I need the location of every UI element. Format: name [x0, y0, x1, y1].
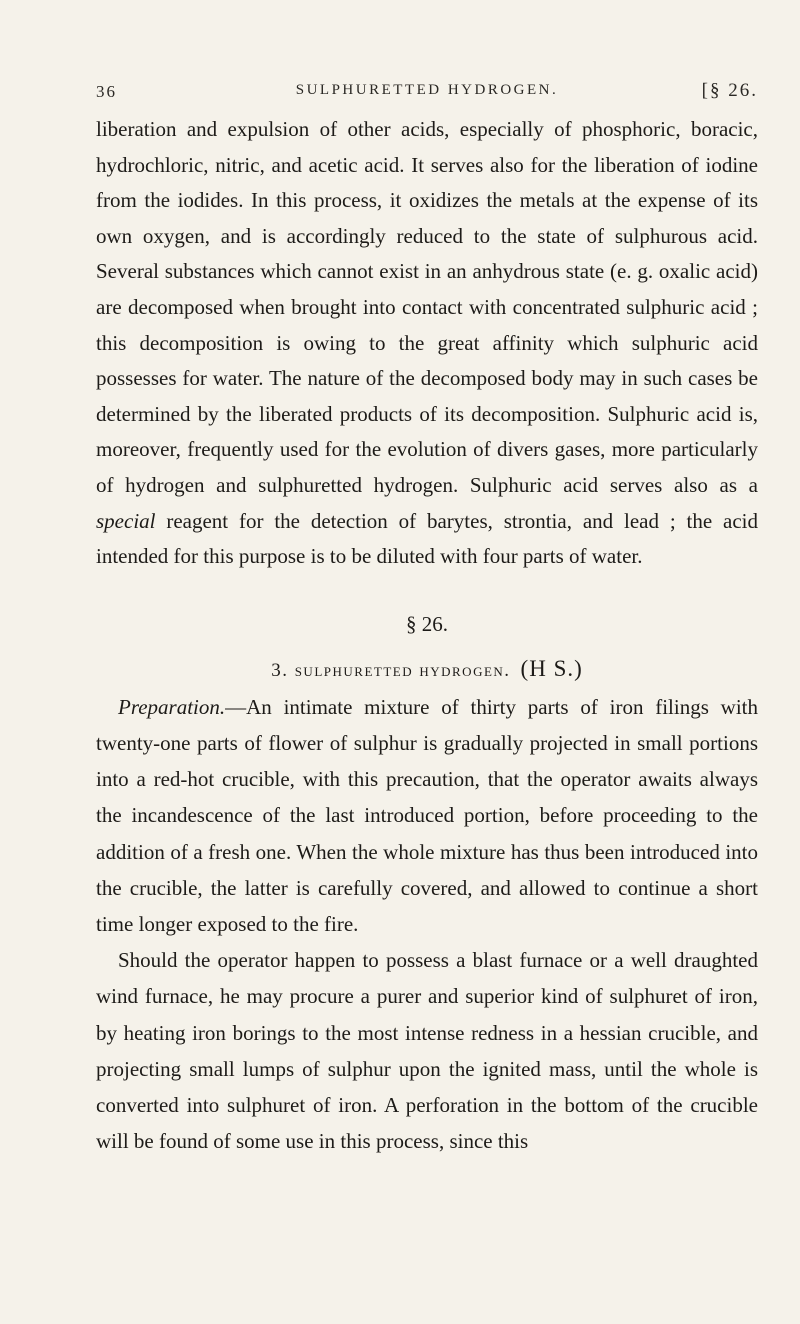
paragraph-text: Should the operator happen to possess a blast furnace or a well draughted wind furnace, he may procure a purer and superior kind of sulphuret of iron, by heating iron borings to the most intense redness in a hessian crucible, and projecting small lumps of sulphur upon the ignited mass, until the whole is converted into sulphuret of iron. A perforation in the bottom of the crucible will be found of some use in this process, since this [96, 948, 758, 1154]
section-title: 3. sulphuretted hydrogen. [271, 659, 511, 681]
running-title: SULPHURETTED HYDROGEN. [295, 82, 559, 98]
book-page [96, 82, 758, 1159]
paragraph-blast-furnace [96, 942, 758, 1159]
paragraph-preparation [96, 689, 758, 942]
section-reference: [§ 26. [701, 80, 758, 101]
chemical-formula: (H S.) [520, 655, 583, 681]
paragraph-continued [96, 112, 758, 575]
running-head [96, 82, 758, 112]
section-body [96, 689, 758, 1160]
page-number: 36 [96, 82, 117, 101]
section-number: § 26. [406, 611, 448, 636]
paragraph-label: Preparation. [118, 694, 226, 719]
paragraph-text: —An intimate mixture of thirty parts of iron filings with twenty-one parts of flower of sulphur is gradually projected in small portions into a red-hot crucible, with this precaution, that the operator awaits always the incandescence of the last introduced portion, before proceeding to the addition of a fresh one. When the whole mixture has thus been introduced into the crucible, the latter is carefully covered, and allowed to continue a short time longer exposed to the fire. [96, 694, 758, 936]
emphasis-text: special [96, 508, 156, 533]
section-heading [96, 649, 758, 689]
paragraph-text: liberation and expulsion of other acids, especially of phosphoric, boracic, hydrochloric, nitric, and acetic acid. It serves also for the liberation of iodine from the iodides. In this process, it oxidizes the metals at the expense of its own oxygen, and is accordingly reduced to the state of sulphurous acid. Several substances which cannot exist in an anhydrous state (e. g. oxalic acid) are decomposed when brought into contact with concentrated sulphuric acid ; this decomposition is owing to the great affinity which sulphuric acid possesses for water. The nature of the decomposed body may in such cases be determined by the liberated products of its decomposition. Sulphuric acid is, moreover, frequently used for the evolution of divers gases, more particularly of hydrogen and sulphuretted hydrogen. Sulphuric acid serves also as a [96, 117, 758, 497]
paragraph-text: reagent for the detection of barytes, strontia, and lead ; the acid intended for this purpose is to be diluted with four parts of water. [96, 508, 758, 569]
